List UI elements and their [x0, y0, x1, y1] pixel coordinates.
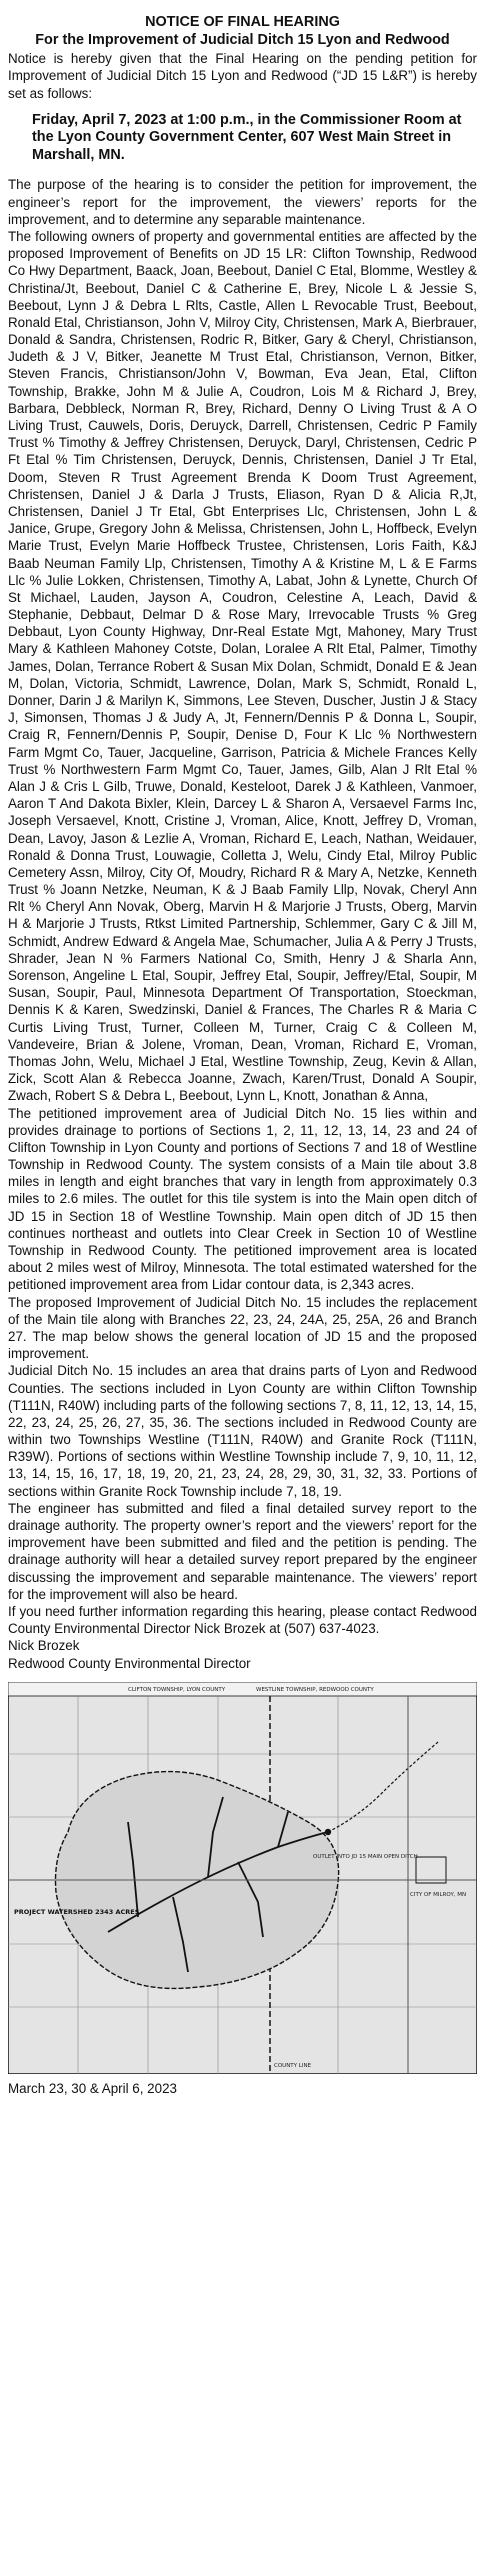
signer-name: Nick Brozek — [8, 1638, 80, 1654]
project-map — [8, 1682, 477, 2074]
publication-dates: March 23, 30 & April 6, 2023 — [8, 2080, 177, 2096]
map-county-line-label: COUNTY LINE — [274, 2062, 312, 2069]
notice-title: NOTICE OF FINAL HEARING — [145, 14, 340, 30]
hearing-details: Friday, April 7, 2023 at 1:00 p.m., in the Commissioner Room at the Lyon County Government Center, 607 West Main Street in Marshall, MN. — [32, 111, 462, 163]
map-header-right: WESTLINE TOWNSHIP, REDWOOD COUNTY — [256, 1686, 374, 1693]
proposed-paragraph: The proposed Improvement of Judicial Ditch No. 15 includes the replacement of the Main tile along with Branches 22, 23, 24, 24A, 25, 25A, 26 and Branch 27. The map below shows the general location of JD 15 and the proposed improvement. — [8, 1294, 477, 1362]
map-header-left: CLIFTON TOWNSHIP, LYON COUNTY — [128, 1686, 226, 1693]
system-paragraph: The petitioned improvement area of Judicial Ditch No. 15 lies within and provides drainage to portions of Sections 1, 2, 11, 12, 13, 14, 23 and 24 of Clifton Township in Lyon County and portions of Sections 7 and 18 of Westline Township in Redwood County. The system consists of a Main tile about 3.8 miles in length and eight branches that vary in length from approximately 0.3 miles to 2.6 miles. The outlet for this tile system is into the Main open ditch of JD 15 in Section 18 of Westline Township. Main open ditch of JD 15 then continues northeast and outlets into Clear Creek in Section 10 of Westline Township in Redwood County. The petitioned improvement area is located about 2 miles west of Milroy, Minnesota. The total estimated watershed for the petitioned improvement area from Lidar contour data, is 2,343 acres. — [8, 1105, 477, 1293]
map-city-label: CITY OF MILROY, MN — [410, 1891, 467, 1898]
purpose-paragraph: The purpose of the hearing is to consider the petition for improvement, the engineer’s report for the improvement, the viewers’ reports for the improvement, and to determine any separable maintenance. — [8, 177, 477, 227]
map-outlet-label: OUTLET INTO JD 15 MAIN OPEN DITCH — [313, 1853, 418, 1860]
signer-title: Redwood County Environmental Director — [8, 1655, 251, 1671]
owners-paragraph: The following owners of property and governmental entities are affected by the proposed Improvement of Benefits on JD 15 LR: Clifton Township, Redwood Co Hwy Department, Baack, Joan, Beebout, Daniel C Etal, Blomme, Westley & Christina/Jt, Beebout, Daniel C & Catherine E, Brey, Nicole L & Jessie S, Beebout, Lynn J & Debra L Rlts, Castle, Allen L Revocable Trust, Beebout, Ronald Etal, Christianson, John V, Milroy City, Christensen, Mark A, Bierbrauer, Donald & Sandra, Christensen, Rodric R, Bitker, Gary & Cheryl, Christianson, Judeth & J V, Bitker, Jeanette M Trust Etal, Christianson, Vernon, Bitker, Steven Francis, Christianson/John V, Bowman, Eva Jean, Etal, Clifton Township, Brakke, John M & Julie A, Coudron, Lois M & Richard J, Brey, Barbara, Debbleck, Norman R, Brey, Richard, Denny O Living Trust & A O Living Trust, Cauwels, Doris, Deruyck, Darrell, Christensen, Cedric P Family Trust % Timothy & Jeffrey Christensen, Deruyck, Daryl, Christensen, Cedric P Ft Etal % Tim Christensen, Deruyck, Dennis, Christensen, Daniel J Tr Etal, Doom, Steven R Trust Agreement Brenda K Doom Trust Agreement, Christensen, Daniel J & Darla J Trusts, Eliason, Ryan D & Alicia R,Jt, Christensen, Daniel J Tr Etal, Gbt Enterprises Llc, Christensen, John L & Janice, Grupe, Gregory John & Melissa, Christensen, John L, Hoffbeck, Evelyn Marie Trust, Evelyn Marie Hoffbeck Trustee, Christensen, Loris Faith, K&J Baab Neuman Family Llp, Christensen, Timothy A & Kristine M, L & E Farms Llc % Julie Lokken, Christensen, Timothy A, Labat, John & Lynette, Church Of St Michael, Lauden, Jayson A, Coudron, Celestine A, Leach, David & Stephanie, Debbaut, Delmar D & Rose Mary, Irrevocable Trusts % Greg Debbaut, Lyon County Highway, Dnr-Real Estate Mgt, Mahoney, Mary Trust Mary & Kathleen Mahoney Cotste, Dolan, Loralee A Rlt Etal, Palmer, Timothy James, Dolan, Terrance Robert & Susan Mix Dolan, Schmidt, Donald E & Jean M, Dolan, Victoria, Schmidt, Lawrence, Dolan, Mark S, Schmidt, Ronald L, Donner, Darin J & Marilyn K, Simmons, Lee Steven, Duscher, Justin J & Stacy J, Simonsen, Thomas J & Judy A, Jt, Fennern/Dennis P & Donna L, Soupir, Craig R, Fennern/Dennis P, Soupir, Denise D, Four K Llc % Northwestern Farm Mgmt Co, Tauer, Jacqueline, Garrison, Patricia & Michele Frances Kelly Trust % Northwestern Farm Mgmt Co, Tauer, James, Gilb, Alan J Rlt Etal % Alan J & Cris L Gilb, Truwe, Donald, Kesteloot, Darek J & Kathleen, Vanmoer, Aaron T And Dakota Bixler, Klein, Darcey L & Sharon A, Versaevel Farms Inc, Joseph Versaevel, Knott, Cristine J, Vroman, Alice, Knott, Jeffrey D, Vroman, Dean, Lavoy, Jason & Lezlie A, Vroman, Richard E, Leach, Nathan, Weidauer, Ronald & Donna Trust, Louwagie, Colletta J, Welu, Cindy Etal, Milroy Public Cemetery Assn, Milroy, City Of, Moudry, Richard R & Mary A, Netzke, Kenneth Trust % Joann Netzke, Neuman, K & J Baab Family Lllp, Novak, Cheryl Ann Rlt % Cheryl Ann Novak, Oberg, Marvin H & Marjorie J Trusts, Oberg, Marvin H & Marjorie J Trusts, Rtkst Limited Partnership, Schlemmer, Gary C & Jill M, Schmidt, Andrew Edward & Angela Mae, Schumacher, Julia A & Perry J Trusts, Shrader, Jean N % Farmers National Co, Smith, Henry J & Sharla Ann, Sorenson, Angeline L Etal, Soupir, Jeffrey Etal, Soupir, Jeffrey/Etal, Soupir, M Susan, Soupir, Paul, Minnesota Department Of Transportation, Stoeckman, Dennis K & Karen, Swedzinski, Daniel & Frances, The Charles R & Maria C Curtis Living Trust, Turner, Colleen M, Turner, Craig C & Colleen M, Vandeveire, Brian & Jolene, Vroman, Dean, Vroman, Richard E, Vroman, Thomas John, Welu, Michael J Etal, Westline Township, Zeug, Kevin & Allan, Zick, Scott Alan & Rebecca Joanne, Zwach, Karen/Trust, Donald A Soupir, Zwach, Robert S & Debra L, Beebout, Lynn L, Knott, Jonathan & Anna, — [8, 228, 477, 1104]
sections-paragraph: Judicial Ditch No. 15 includes an area that drains parts of Lyon and Redwood Counties. The sections included in Lyon County are within Clifton Township (T111N, R40W) including parts of the following sections 7, 8, 11, 12, 13, 14, 15, 22, 23, 24, 25, 26, 27, 35, 36. The sections included in Redwood County are within two Townships Westline (T111N, R40W) and Granite Rock (T111N, R39W). Portions of sections within Westline Township include 7, 9, 10, 11, 12, 13, 14, 15, 16, 17, 18, 19, 20, 21, 23, 24, 28, 29, 30, 31, 32, 33. Portions of sections within Granite Rock Township include 7, 18, 19. — [8, 1363, 477, 1499]
engineer-paragraph: The engineer has submitted and filed a final detailed survey report to the drainage authority. The property owner’s report and the viewers’ report for the improvement have been submitted and filed and the petition is pending. The drainage authority will hear a detailed survey report prepared by the engineer discussing the improvement and separable maintenance. The viewers’ report for the improvement will also be heard. — [8, 1500, 477, 1602]
notice-subtitle: For the Improvement of Judicial Ditch 15 Lyon and Redwood — [35, 31, 450, 48]
project-map-graphic — [8, 1682, 477, 2074]
map-watershed-label: PROJECT WATERSHED 2343 ACRES — [14, 1907, 140, 1916]
contact-paragraph: If you need further information regarding this hearing, please contact Redwood County Environmental Director Nick Brozek at (507) 637-4023. — [8, 1603, 477, 1637]
intro-paragraph: Notice is hereby given that the Final Hearing on the pending petition for Improvement of Judicial Ditch 15 Lyon and Redwood (“JD 15 L&R”) is hereby set as follows: — [8, 51, 477, 101]
